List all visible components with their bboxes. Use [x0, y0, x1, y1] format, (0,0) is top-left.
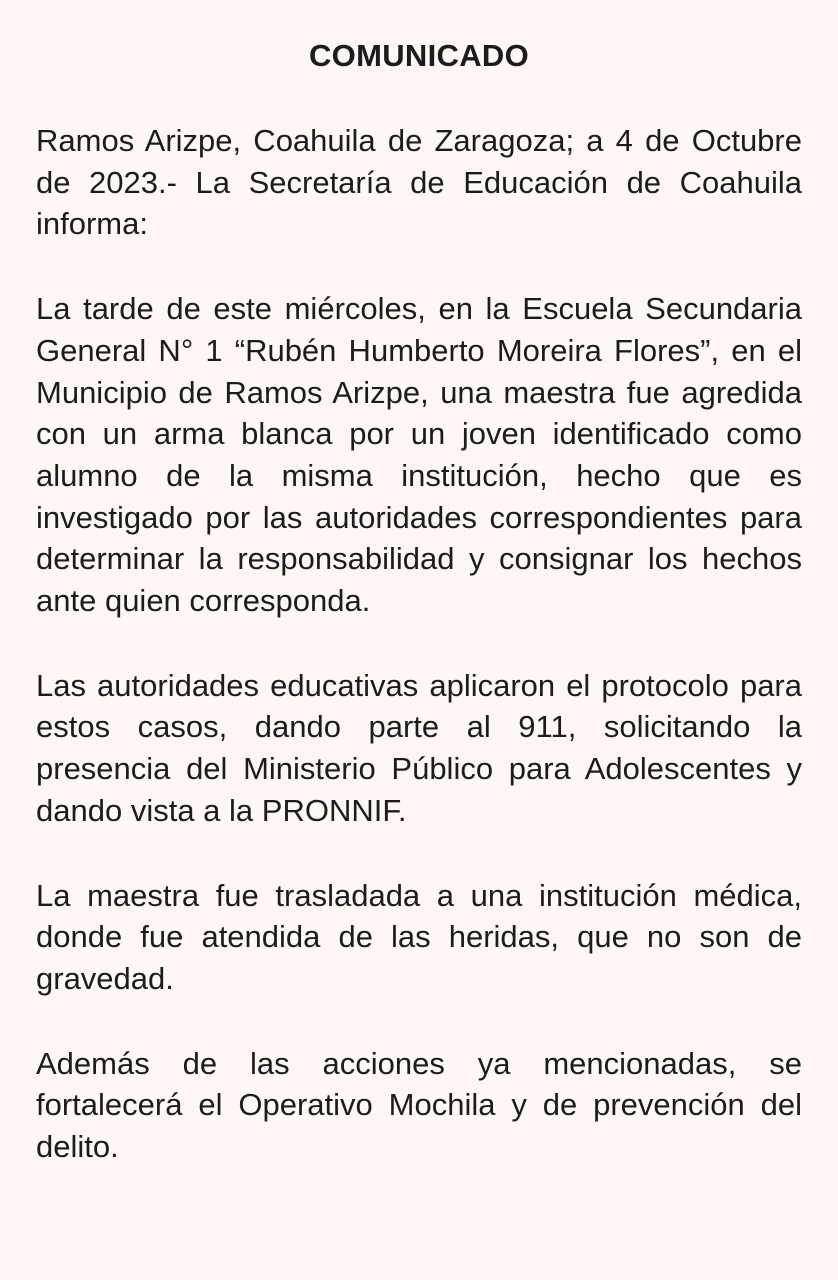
paragraph-teacher-status: La maestra fue trasladada a una institución médica, donde fue atendida de las heridas, que no son de gravedad.	[36, 877, 802, 996]
document-title: COMUNICADO	[309, 38, 529, 73]
paragraph-incident: La tarde de este miércoles, en la Escuela Secundaria General N° 1 “Rubén Humberto Moreira Flores”, en el Municipio de Ramos Arizpe, una maestra fue agredida con un arma blanca por un joven identificado como alumno de la misma institución, hecho que es investigado por las autoridades correspondientes para determinar la responsabilidad y consignar los hechos ante quien corresponda.	[36, 291, 802, 619]
paragraph-intro: Ramos Arizpe, Coahuila de Zaragoza; a 4 de Octubre de 2023.- La Secretaría de Educación de Coahuila informa:	[36, 123, 802, 242]
paragraph-actions: Además de las acciones ya mencionadas, se fortalecerá el Operativo Mochila y de prevención del delito.	[36, 1045, 802, 1165]
paragraph-protocol: Las autoridades educativas aplicaron el protocolo para estos casos, dando parte al 911, solicitando la presencia del Ministerio Público para Adolescentes y dando vista a la PRONNIF.	[36, 667, 802, 828]
